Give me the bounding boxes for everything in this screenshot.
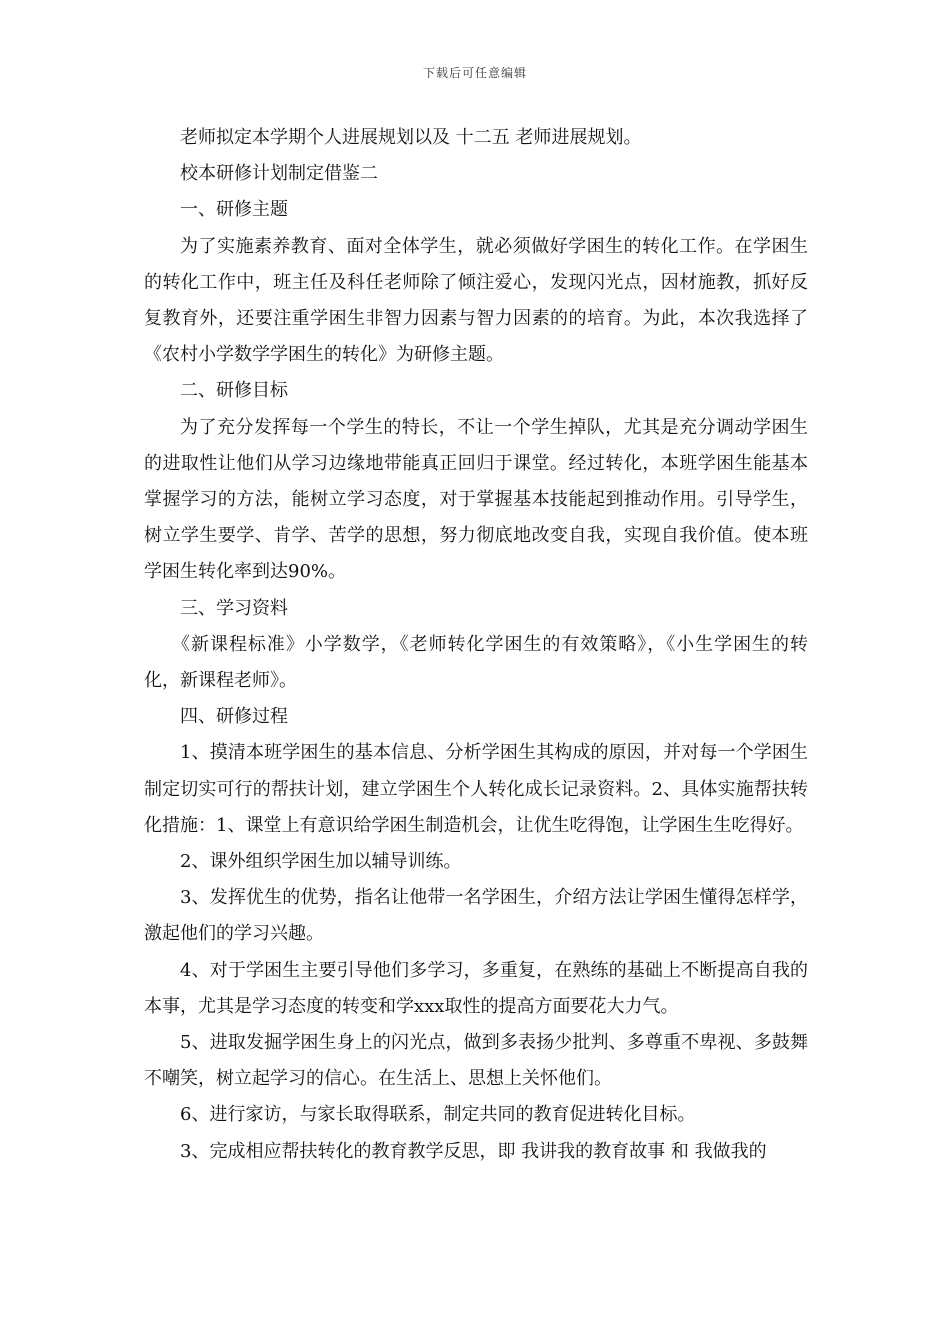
paragraph-intro: 老师拟定本学期个人进展规划以及 十二五 老师进展规划。	[180, 127, 642, 148]
section-heading-plan: 校本研修计划制定借鉴二	[180, 163, 378, 185]
section-heading-materials: 三、学习资料	[180, 597, 288, 619]
paragraph-materials: 《新课程标准》小学数学，《老师转化学困生的有效策略》，《小生学困生的转化，新课程老师》。	[144, 633, 808, 692]
paragraph-process-2: 2、课外组织学困生加以辅导训练。	[180, 851, 462, 873]
section-heading-theme: 一、研修主题	[180, 199, 288, 221]
paragraph-process-3: 3、发挥优生的优势，指名让他带一名学困生，介绍方法让学困生懂得怎样学，激起他们的学习兴趣。	[144, 887, 808, 945]
page-header: 下载后可任意编辑	[422, 66, 527, 80]
paragraph-process-6: 6、进行家访，与家长取得联系，制定共同的教育促进转化目标。	[180, 1104, 696, 1126]
paragraph-goal: 为了充分发挥每一个学生的特长，不让一个学生掉队，尤其是充分调动学困生的进取性让他们从学习边缘地带能真正回归于课堂。经过转化，本班学困生能基本掌握学习的方法，能树立学习态度，对于掌握基本技能起到推动作用。引导学生，树立学生要学、肯学、苦学的思想，努力彻底地改变自我，实现自我价值。使本班学困生转化率到达90%。	[144, 416, 808, 583]
section-heading-goal: 二、研修目标	[180, 380, 288, 402]
paragraph-theme: 为了实施素养教育、面对全体学生，就必须做好学困生的转化工作。在学困生的转化工作中，班主任及科任老师除了倾注爱心，发现闪光点，因材施教，抓好反复教育外，还要注重学困生非智力因素与智力因素的的培育。为此，本次我选择了《农村小学数学学困生的转化》为研修主题。	[144, 235, 808, 366]
paragraph-process-4: 4、对于学困生主要引导他们多学习，多重复，在熟练的基础上不断提高自我的本事，尤其是学习态度的转变和学xxx取性的提高方面要花大力气。	[144, 959, 808, 1017]
section-heading-process: 四、研修过程	[180, 706, 288, 728]
paragraph-process-7: 3、完成相应帮扶转化的教育教学反思，即 我讲我的教育故事 和 我做我的	[180, 1140, 767, 1162]
paragraph-process-5: 5、进取发掘学困生身上的闪光点，做到多表扬少批判、多尊重不卑视、多鼓舞不嘲笑，树立起学习的信心。在生活上、思想上关怀他们。	[144, 1032, 808, 1090]
document-body	[144, 120, 808, 1170]
paragraph-process-1: 1、摸清本班学困生的基本信息、分析学困生其构成的原因，并对每一个学困生制定切实可行的帮扶计划，建立学困生个人转化成长记录资料。2、具体实施帮扶转化措施：1、课堂上有意识给学困生制造机会，让优生吃得饱，让学困生生吃得好。	[144, 742, 808, 836]
